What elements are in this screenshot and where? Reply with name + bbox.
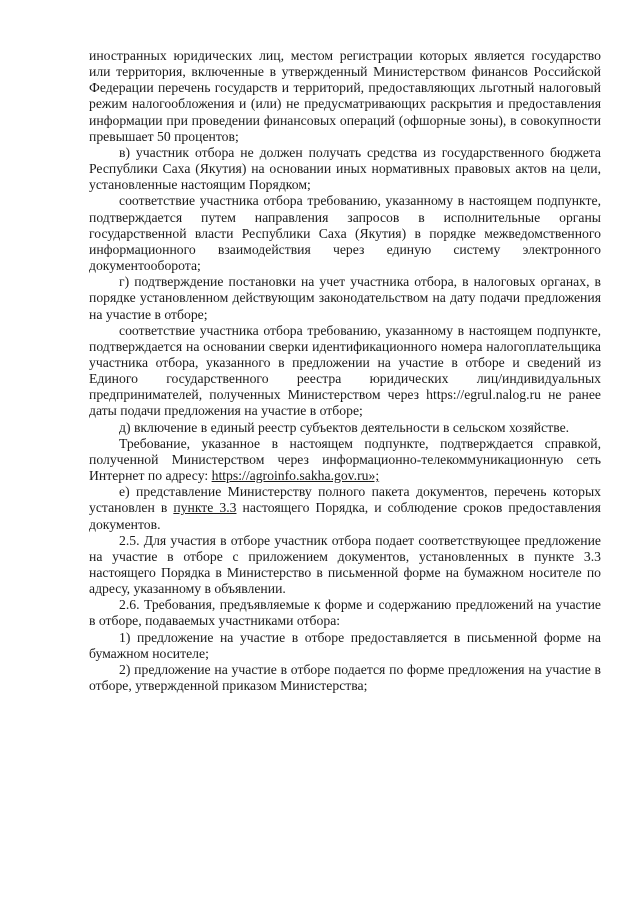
paragraph-2-6-item-1: 1) предложение на участие в отборе предоставляется в письменной форме на бумажном носителе;: [89, 629, 601, 661]
paragraph-item-d-confirmation: [89, 436, 601, 484]
paragraph-item-d-confirmation-text: Требование, указанное в настоящем подпункте, подтверждается справкой, полученной Министерством через информационно-телекоммуникационную сеть Интернет по адресу:: [89, 435, 601, 484]
clause-3-3-link[interactable]: пункте 3.3: [173, 500, 237, 516]
paragraph-item-v: в) участник отбора не должен получать средства из государственного бюджета Республики Саха (Якутия) на основании иных нормативных правовых актов на цели, установленные настоящим Порядком;: [89, 144, 601, 193]
agroinfo-link-tail: »;: [368, 468, 380, 484]
paragraph-2-6-item-2: 2) предложение на участие в отборе подается по форме предложения на участие в отборе, утвержденной приказом Министерства;: [89, 661, 601, 694]
paragraph-item-e-start: е) представление Министерству полного пакета документов, перечень которых установлен в: [89, 484, 601, 516]
paragraph-item-g: г) подтверждение постановки на учет участника отбора, в налоговых органах, в порядке установленном действующим законодательством на дату подачи предложения на участие в отборе;: [89, 274, 601, 322]
paragraph-item-d: д) включение в единый реестр субъектов деятельности в сельском хозяйстве.: [119, 419, 570, 435]
paragraph-item-g-confirmation: соответствие участника отбора требованию, указанному в настоящем подпункте, подтверждается на основании сверки идентификационного номера налогоплательщика участника отбора, указанного в предложении на участие в отборе и сведений из Единого государственного реестра юридических лиц/индивидуальных предпринимателей, полученных Министерством через https://egrul.nalog.ru не ранее даты подачи предложения на участие в отборе;: [89, 322, 601, 419]
paragraph-2-5: 2.5. Для участия в отборе участник отбора подает соответствующее предложение на участие в отборе с приложением документов, установленных в пункте 3.3 настоящего Порядка в Министерство в письменной форме на бумажном носителе по адресу, указанному в объявлении.: [89, 532, 601, 597]
document-body: [89, 48, 601, 694]
paragraph-offshore-continuation: иностранных юридических лиц, местом регистрации которых является государство или территория, включенные в утвержденный Министерством финансов Российской Федерации перечень государств и территорий, предоставляющих льготный налоговый режим налогообложения и (или) не предусматривающих раскрытия и предоставления информации при проведении финансовых операций (офшорные зоны), в совокупности превышает 50 процентов;: [89, 48, 601, 144]
paragraph-item-e: [89, 484, 601, 532]
paragraph-item-e-end: настоящего Порядка, и соблюдение сроков предоставления документов.: [89, 500, 601, 532]
agroinfo-link[interactable]: https://agroinfo.sakha.gov.ru: [211, 468, 369, 484]
paragraph-2-6: 2.6. Требования, предъявляемые к форме и содержанию предложений на участие в отборе, подаваемых участниками отбора:: [89, 597, 601, 629]
paragraph-item-v-confirmation: соответствие участника отбора требованию, указанному в настоящем подпункте, подтверждается путем направления запросов в исполнительные органы государственной власти Республики Саха (Якутия) в порядке межведомственного информационного взаимодействия через единую систему электронного документооборота;: [89, 193, 601, 274]
